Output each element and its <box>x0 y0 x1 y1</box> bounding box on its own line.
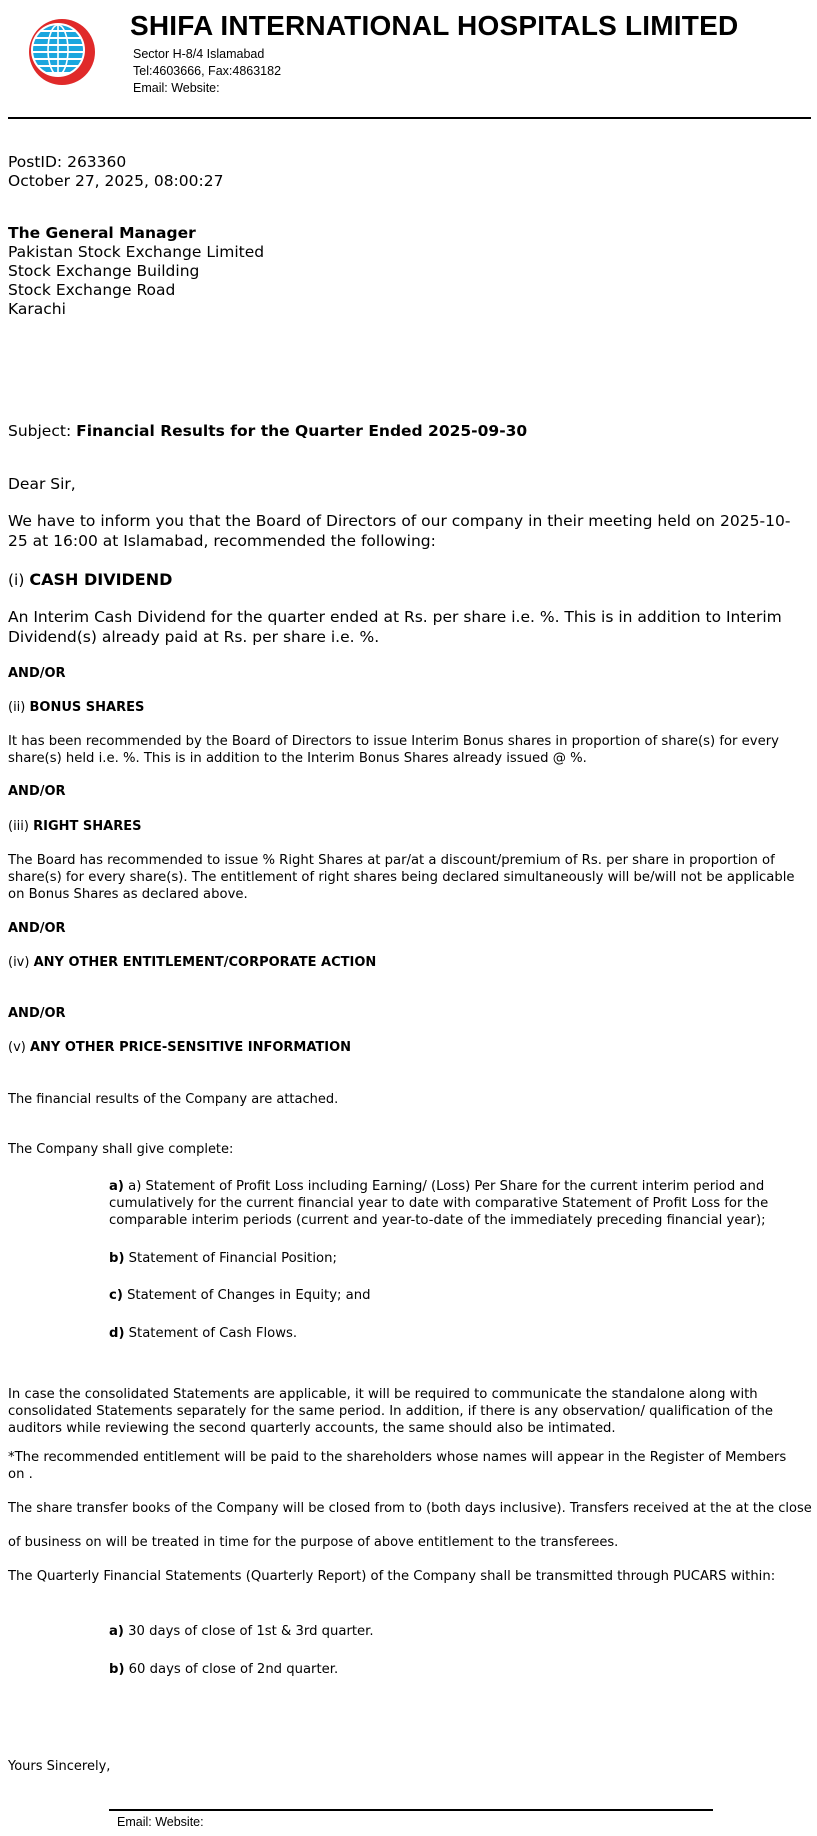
recipient-title: The General Manager <box>8 224 196 242</box>
list-item-label: d) <box>109 1326 125 1341</box>
section-title: CASH DIVIDEND <box>29 570 173 589</box>
list-item-label: b) <box>109 1662 125 1677</box>
section-number: (iii) <box>8 819 29 834</box>
and-or: AND/OR <box>8 1006 66 1021</box>
closing: Yours Sincerely, <box>8 1759 111 1774</box>
section-title: RIGHT SHARES <box>33 819 142 834</box>
attached-note: The financial results of the Company are attached. <box>8 1092 339 1107</box>
and-or: AND/OR <box>8 666 66 681</box>
footer-divider <box>109 1809 713 1811</box>
list-item-label: c) <box>109 1288 123 1303</box>
list-item <box>109 1250 799 1267</box>
section-title: ANY OTHER ENTITLEMENT/CORPORATE ACTION <box>33 955 377 970</box>
list-item <box>109 1623 799 1640</box>
section-cash-dividend <box>8 570 172 590</box>
company-phones: Tel:4603666, Fax:4863182 <box>133 64 282 78</box>
give-complete: The Company shall give complete: <box>8 1142 234 1157</box>
subject-label: Subject: <box>8 422 72 440</box>
recipient-line: Karachi <box>8 300 66 318</box>
cash-dividend-text: An Interim Cash Dividend for the quarter ended at Rs. per share i.e. %. This is in addition to Interim Dividend(s) already paid at Rs. per share i.e. %. <box>8 608 782 646</box>
section-title: ANY OTHER PRICE-SENSITIVE INFORMATION <box>29 1040 352 1055</box>
subject-line <box>8 422 527 441</box>
section-number: (v) <box>8 1040 26 1055</box>
company-address: Sector H-8/4 Islamabad <box>133 47 265 61</box>
post-datetime: October 27, 2025, 08:00:27 <box>8 172 224 190</box>
company-name: SHIFA INTERNATIONAL HOSPITALS LIMITED <box>130 10 739 41</box>
intro-paragraph: We have to inform you that the Board of Directors of our company in their meeting held on 2025-10-25 at 16:00 at Islamabad, recommended the following: <box>8 512 791 550</box>
section-title: BONUS SHARES <box>29 700 145 715</box>
consolidated-paragraph: In case the consolidated Statements are applicable, it will be required to communicate the standalone along with consolidated Statements separately for the same period. In addition, if there is any observation/ qualification of the auditors while reviewing the second quarterly accounts, the same should also be intimated. <box>8 1387 773 1436</box>
list-item <box>109 1178 799 1229</box>
list-item-label: a) <box>109 1179 124 1194</box>
post-id: PostID: 263360 <box>8 153 127 171</box>
list-item-text: Statement of Financial Position; <box>128 1251 337 1266</box>
transfer-books-line: of business on will be treated in time for the purpose of above entitlement to the transferees. <box>8 1535 619 1550</box>
recipient-line: Stock Exchange Road <box>8 281 176 299</box>
section-price-sensitive <box>8 1039 351 1056</box>
header-divider <box>8 117 811 119</box>
list-item-text: 30 days of close of 1st & 3rd quarter. <box>128 1624 374 1639</box>
section-number: (ii) <box>8 700 26 715</box>
recipient-line: Stock Exchange Building <box>8 262 200 280</box>
footer-email-website: Email: Website: <box>117 1815 204 1829</box>
right-shares-text: The Board has recommended to issue % Right Shares at par/at a discount/premium of Rs. per share in proportion of share(s) for every share(s). The entitlement of right shares being declared simultaneously will be/will not be applicable on Bonus Shares as declared above. <box>8 853 795 902</box>
salutation: Dear Sir, <box>8 475 76 493</box>
subject-text: Financial Results for the Quarter Ended 2025-09-30 <box>76 422 528 440</box>
and-or: AND/OR <box>8 921 66 936</box>
list-item <box>109 1661 799 1678</box>
section-number: (i) <box>8 571 25 589</box>
company-email-website: Email: Website: <box>133 81 220 95</box>
list-item-label: b) <box>109 1251 125 1266</box>
recipient-line: Pakistan Stock Exchange Limited <box>8 243 265 261</box>
entitlement-note: *The recommended entitlement will be paid to the shareholders whose names will appear in the Register of Members on . <box>8 1450 787 1482</box>
and-or: AND/OR <box>8 784 66 799</box>
section-right-shares <box>8 818 141 835</box>
list-item <box>109 1287 799 1304</box>
section-bonus-shares <box>8 699 144 716</box>
list-item-text: a) Statement of Profit Loss including Earning/ (Loss) Per Share for the current interim period and cumulatively for the current financial year to date with comparative Statement of Profit Loss for the comparable interim periods (current and year-to-date of the immediately preceding financial year); <box>109 1179 769 1228</box>
shifa-logo-icon <box>28 17 96 87</box>
list-item-text: 60 days of close of 2nd quarter. <box>128 1662 339 1677</box>
list-item-label: a) <box>109 1624 124 1639</box>
list-item-text: Statement of Cash Flows. <box>128 1326 298 1341</box>
list-item <box>109 1325 799 1342</box>
list-item-text: Statement of Changes in Equity; and <box>127 1288 371 1303</box>
pucars-paragraph: The Quarterly Financial Statements (Quarterly Report) of the Company shall be transmitted through PUCARS within: <box>8 1569 776 1584</box>
section-number: (iv) <box>8 955 30 970</box>
transfer-books-line: The share transfer books of the Company will be closed from to (both days inclusive). Transfers received at the at the close <box>8 1501 812 1516</box>
section-other-entitlement <box>8 954 376 971</box>
bonus-shares-text: It has been recommended by the Board of Directors to issue Interim Bonus shares in proportion of share(s) for every share(s) held i.e. %. This is in addition to the Interim Bonus Shares already issued @ %. <box>8 734 779 766</box>
